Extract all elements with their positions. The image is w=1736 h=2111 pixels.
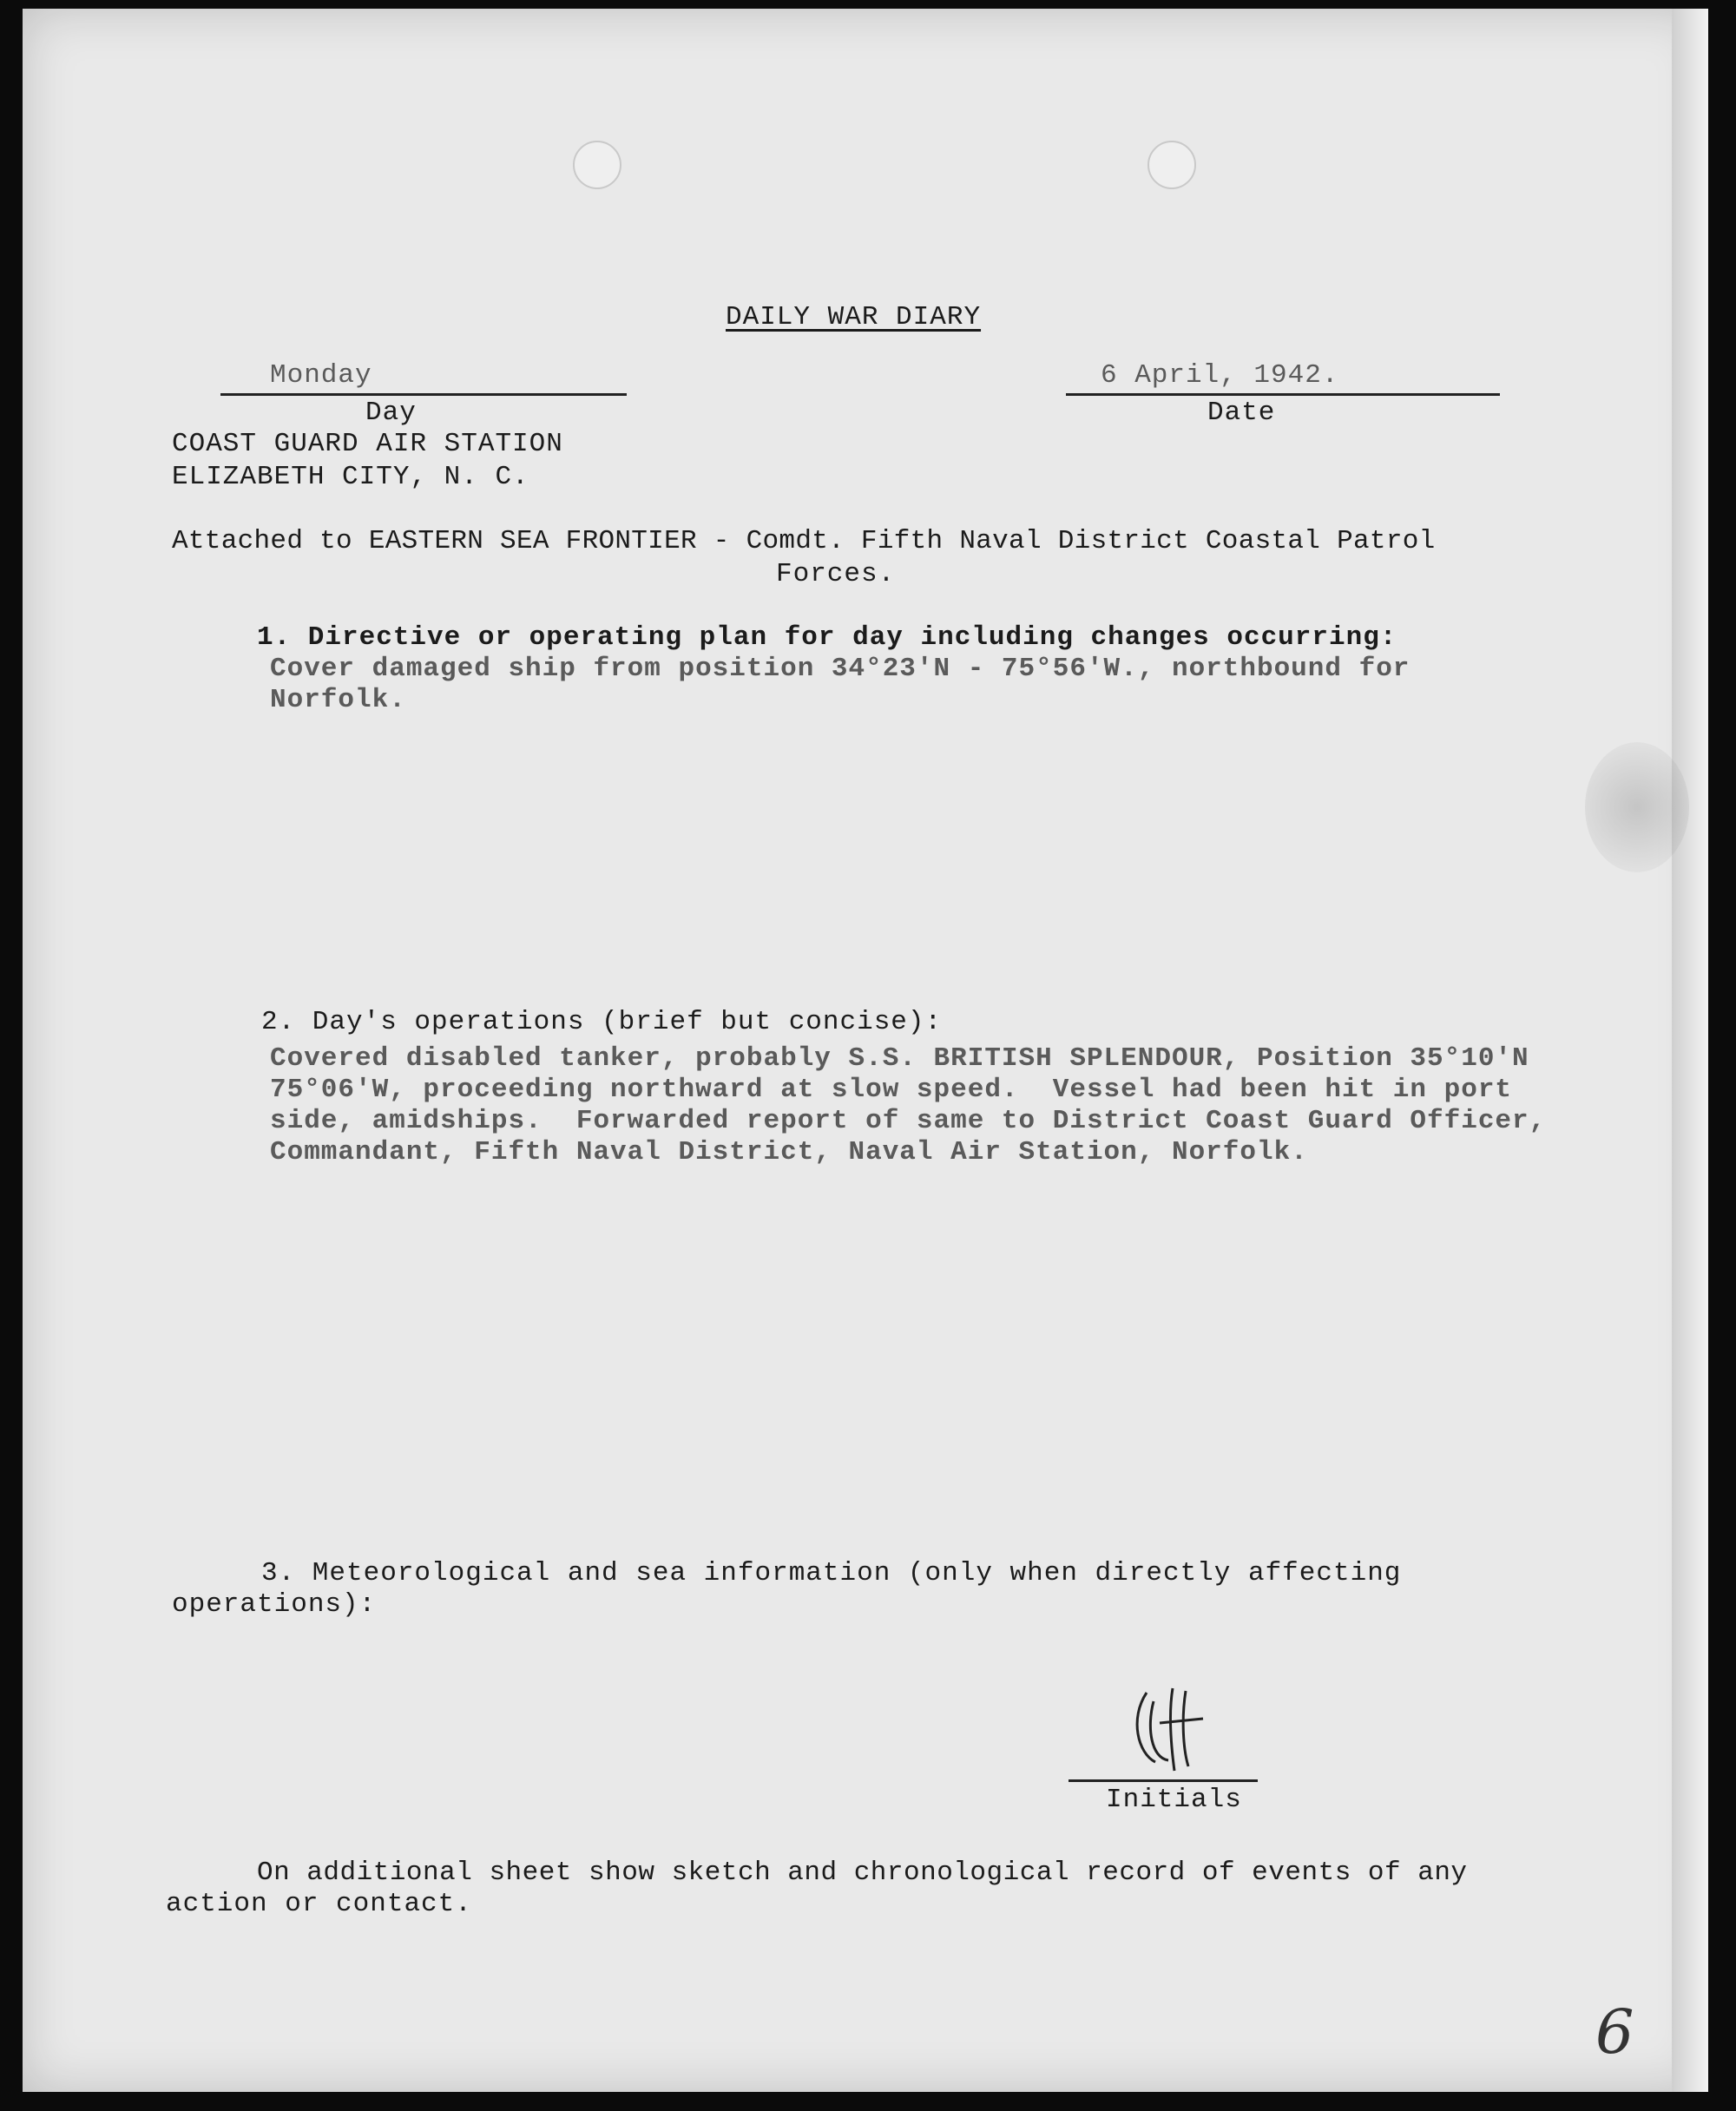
section-1-line: Cover damaged ship from position 34°23'N - 75°56'W., northbound for — [270, 654, 1410, 684]
day-value: Monday — [270, 360, 372, 391]
date-label: Date — [1207, 398, 1276, 428]
initials-rule — [1069, 1779, 1258, 1782]
station-line-1: COAST GUARD AIR STATION — [172, 429, 563, 459]
page-edge — [1672, 9, 1708, 2092]
section-3-line-1: 3. Meteorological and sea information (only when directly affecting — [261, 1558, 1402, 1588]
document-page — [23, 9, 1708, 2092]
punch-hole — [1147, 141, 1196, 189]
date-rule — [1066, 393, 1500, 396]
page-number: 6 — [1595, 1996, 1634, 2068]
section-1-line: Norfolk. — [270, 685, 406, 715]
attached-line-1: Attached to EASTERN SEA FRONTIER - Comdt. Fifth Naval District Coastal Patrol — [172, 526, 1436, 556]
section-1-heading: 1. Directive or operating plan for day including changes occurring: — [257, 622, 1397, 653]
date-value: 6 April, 1942. — [1101, 360, 1339, 391]
section-2-line: side, amidships. Forwarded report of same to District Coast Guard Officer, — [270, 1106, 1547, 1136]
initials-label: Initials — [1106, 1785, 1242, 1815]
footer-line-1: On additional sheet show sketch and chronological record of events of any — [257, 1858, 1468, 1888]
smudge-mark — [1585, 742, 1689, 872]
section-2-line: 75°06'W, proceeding northward at slow speed. Vessel had been hit in port — [270, 1075, 1513, 1105]
document-title: DAILY WAR DIARY — [726, 302, 982, 332]
handwritten-initials-signature — [1121, 1684, 1225, 1779]
day-rule — [220, 393, 627, 396]
station-line-2: ELIZABETH CITY, N. C. — [172, 462, 529, 492]
footer-line-2: action or contact. — [166, 1889, 472, 1919]
section-2-heading: 2. Day's operations (brief but concise): — [261, 1007, 943, 1037]
section-3-line-2: operations): — [172, 1589, 377, 1620]
attached-line-2: Forces. — [776, 559, 896, 589]
section-2-line: Commandant, Fifth Naval District, Naval Air Station, Norfolk. — [270, 1137, 1308, 1167]
day-label: Day — [365, 398, 417, 428]
punch-hole — [573, 141, 621, 189]
section-2-line: Covered disabled tanker, probably S.S. BRITISH SPLENDOUR, Position 35°10'N — [270, 1043, 1529, 1074]
